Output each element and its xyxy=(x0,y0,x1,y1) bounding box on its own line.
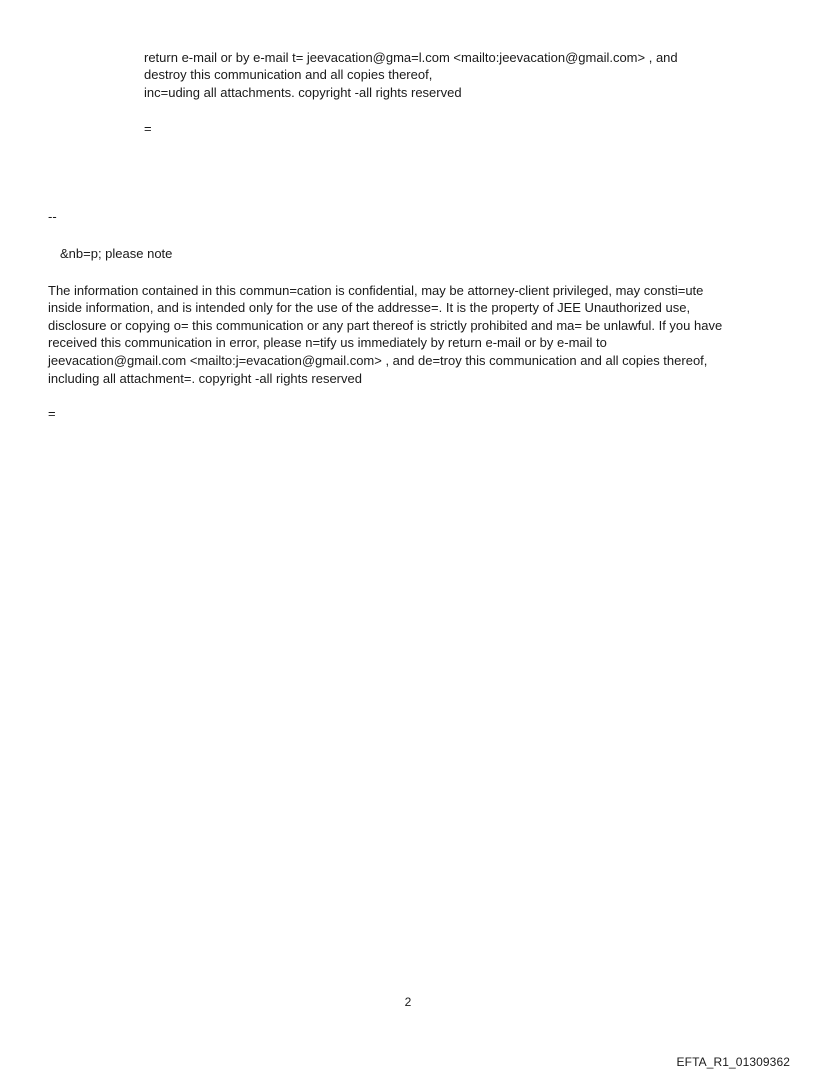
notice-line-4: received this communication in error, please n=tify us immediately by return e-mail or by e-mail to xyxy=(48,335,607,350)
page-number: 2 xyxy=(404,995,412,1009)
notice-line-6: including all attachment=. copyright -all rights reserved xyxy=(48,371,362,386)
notice-line-3: disclosure or copying o= this communication or any part thereof is strictly prohibited and ma= be unlawful. If you have xyxy=(48,318,723,333)
notice-line-5: jeevacation@gmail.com <mailto:j=evacation@gmail.com> , and de=troy this communication and all copies thereof, xyxy=(48,353,708,368)
quoted-line-3: inc=uding all attachments. copyright -all rights reserved xyxy=(144,85,462,100)
quoted-equals: = xyxy=(144,121,152,136)
quoted-line-1: return e-mail or by e-mail t= jeevacation@gma=l.com <mailto:jeevacation@gmail.com> , and xyxy=(144,50,678,65)
please-note-line: &nb=p; please note xyxy=(60,246,173,261)
notice-equals: = xyxy=(48,406,56,421)
notice-line-2: inside information, and is intended only for the use of the addresse=. It is the property of JEE Unauthorized use, xyxy=(48,300,691,315)
notice-line-1: The information contained in this commun=cation is confidential, may be attorney-client privileged, may consti=ute xyxy=(48,283,704,298)
signature-separator: -- xyxy=(48,209,57,224)
document-id: EFTA_R1_01309362 xyxy=(676,1055,790,1069)
quoted-line-2: destroy this communication and all copies thereof, xyxy=(144,67,433,82)
